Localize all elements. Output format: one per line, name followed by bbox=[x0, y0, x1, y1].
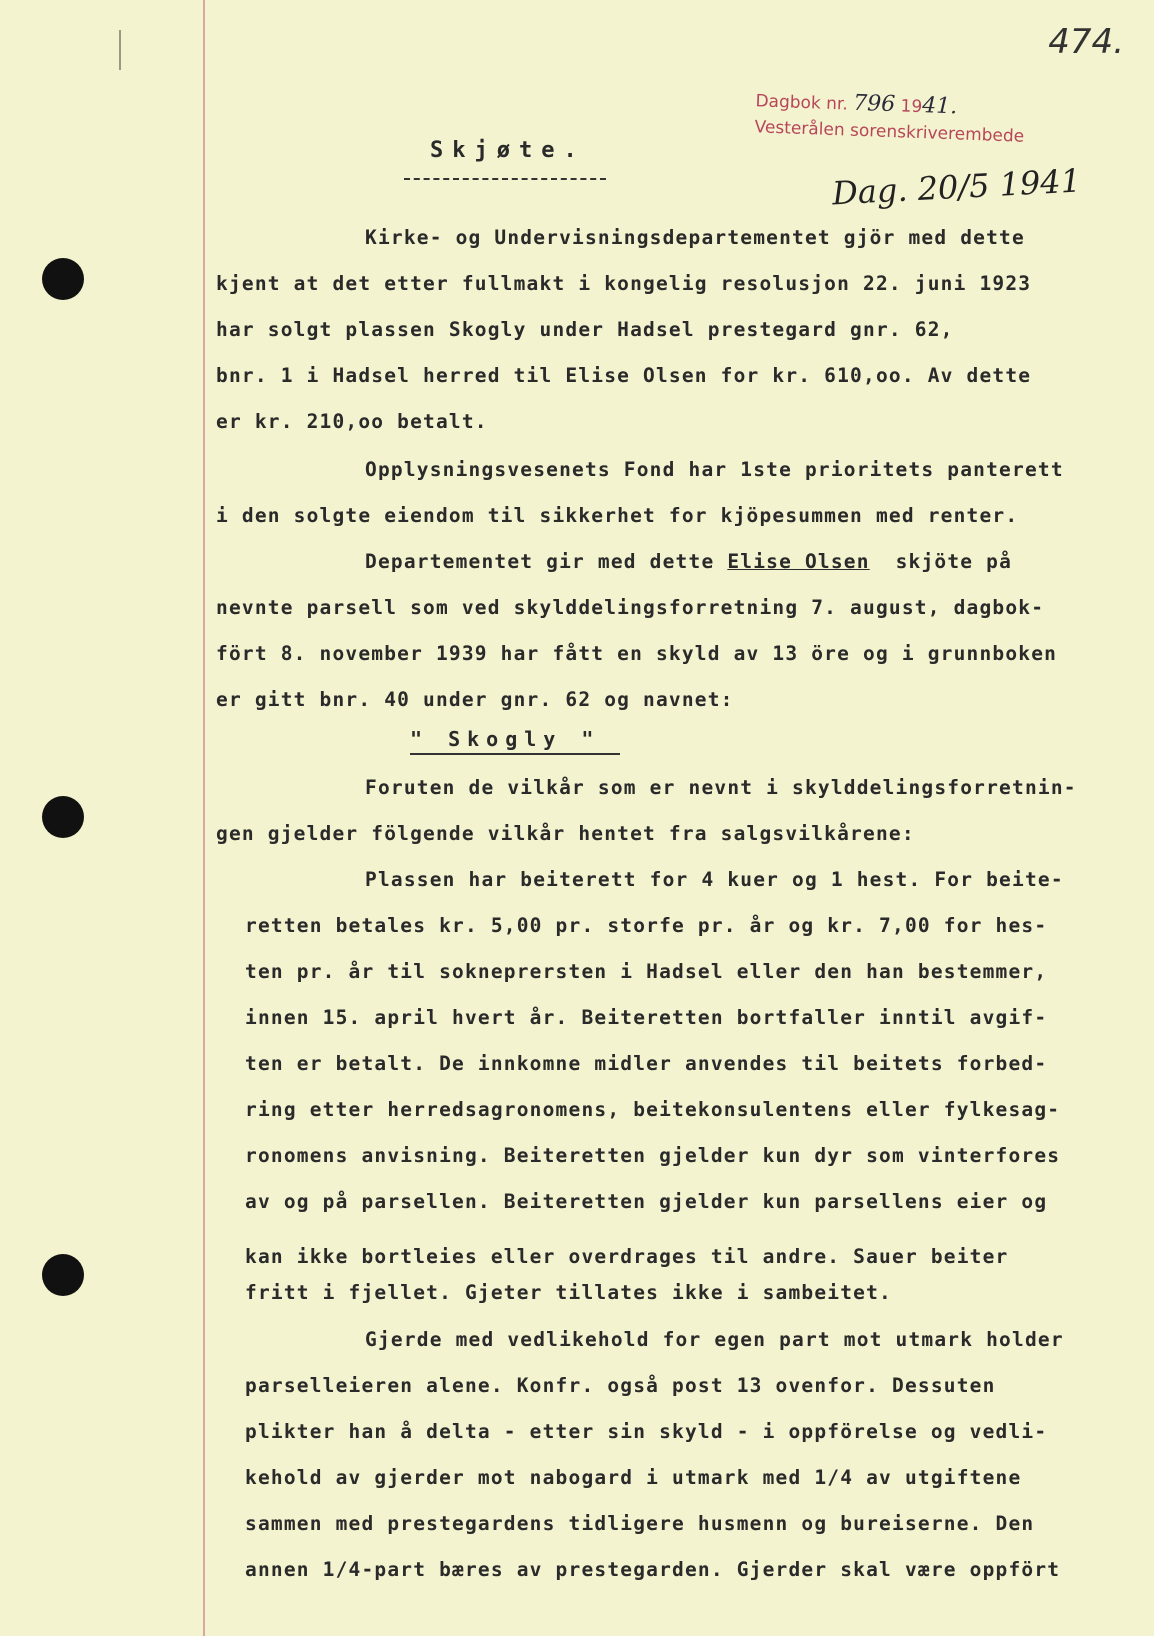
page-number: 474. bbox=[1048, 22, 1124, 62]
text-line: av og på parsellen. Beiteretten gjelder kun parsellens eier og bbox=[245, 1190, 1048, 1213]
text-line: kjent at det etter fullmakt i kongelig resolusjon 22. juni 1923 bbox=[216, 272, 1032, 295]
text-line: er kr. 210,oo betalt. bbox=[216, 410, 488, 433]
punch-hole-middle bbox=[42, 796, 84, 838]
text-line: annen 1/4-part bæres av prestegarden. Gjerder skal være oppfört bbox=[245, 1558, 1061, 1581]
stamp-year-suffix: 41. bbox=[921, 93, 958, 120]
text-line: kan ikke bortleies eller overdrages til andre. Sauer beiter bbox=[245, 1245, 1009, 1268]
text-line: gen gjelder fölgende vilkår hentet fra salgsvilkårene: bbox=[216, 822, 915, 845]
text-line: innen 15. april hvert år. Beiteretten bortfaller inntil avgif- bbox=[245, 1006, 1048, 1029]
text-fragment: skjöte på bbox=[895, 550, 1013, 573]
text-line: Foruten de vilkår som er nevnt i skylddelingsforretnin- bbox=[365, 776, 1077, 799]
text-line: fört 8. november 1939 har fått en skyld av 13 öre og i grunnboken bbox=[216, 642, 1058, 665]
text-line: parselleieren alene. Konfr. også post 13 ovenfor. Dessuten bbox=[245, 1374, 996, 1397]
punch-hole-bottom bbox=[42, 1254, 84, 1296]
text-line: nevnte parsell som ved skylddelingsforretning 7. august, dagbok- bbox=[216, 596, 1045, 619]
document-title: Skjøte. bbox=[430, 138, 586, 163]
stamp-office: Vesterålen sorenskriverembede bbox=[754, 117, 1025, 147]
title-underline bbox=[404, 178, 606, 180]
stamp-label: Dagbok nr. bbox=[755, 91, 849, 115]
text-line: er gitt bnr. 40 under gnr. 62 og navnet: bbox=[216, 688, 734, 711]
text-line bbox=[365, 550, 1012, 573]
margin-line bbox=[203, 0, 205, 1636]
stamp-number: 796 bbox=[852, 90, 896, 118]
text-line: Gjerde med vedlikehold for egen part mot utmark holder bbox=[365, 1328, 1064, 1351]
text-line: ring etter herredsagronomens, beitekonsulentens eller fylkesag- bbox=[245, 1098, 1061, 1121]
text-line: har solgt plassen Skogly under Hadsel prestegard gnr. 62, bbox=[216, 318, 954, 341]
stamp-year-prefix: 19 bbox=[900, 96, 923, 118]
text-fragment: Departementet gir med dette bbox=[365, 550, 715, 573]
text-line: Opplysningsvesenets Fond har 1ste prioritets panterett bbox=[365, 458, 1064, 481]
buyer-name: Elise Olsen bbox=[727, 550, 870, 573]
text-line: Plassen har beiterett for 4 kuer og 1 hest. For beite- bbox=[365, 868, 1064, 891]
text-line: bnr. 1 i Hadsel herred til Elise Olsen for kr. 610,oo. Av dette bbox=[216, 364, 1032, 387]
text-line: kehold av gjerder mot nabogard i utmark med 1/4 av utgiftene bbox=[245, 1466, 1022, 1489]
punch-hole-top bbox=[42, 258, 84, 300]
text-line: sammen med prestegardens tidligere husmenn og bureiserne. Den bbox=[245, 1512, 1035, 1535]
left-mark bbox=[119, 30, 121, 70]
text-line: ronomens anvisning. Beiteretten gjelder kun dyr som vinterfores bbox=[245, 1144, 1061, 1167]
registry-stamp bbox=[754, 87, 1025, 149]
text-line: i den solgte eiendom til sikkerhet for kjöpesummen med renter. bbox=[216, 504, 1019, 527]
text-line: plikter han å delta - etter sin skyld - i oppförelse og vedli- bbox=[245, 1420, 1048, 1443]
text-line: retten betales kr. 5,00 pr. storfe pr. år og kr. 7,00 for hes- bbox=[245, 914, 1048, 937]
text-line: fritt i fjellet. Gjeter tillates ikke i sambeitet. bbox=[245, 1281, 892, 1304]
text-line: Kirke- og Undervisningsdepartementet gjör med dette bbox=[365, 226, 1025, 249]
text-line: ten er betalt. De innkomne midler anvendes til beitets forbed- bbox=[245, 1052, 1048, 1075]
handwritten-date-note: Dag. 20/5 1941 bbox=[831, 161, 1082, 213]
property-name: " Skogly " bbox=[410, 727, 620, 755]
text-line: ten pr. år til sokneprersten i Hadsel eller den han bestemmer, bbox=[245, 960, 1048, 983]
